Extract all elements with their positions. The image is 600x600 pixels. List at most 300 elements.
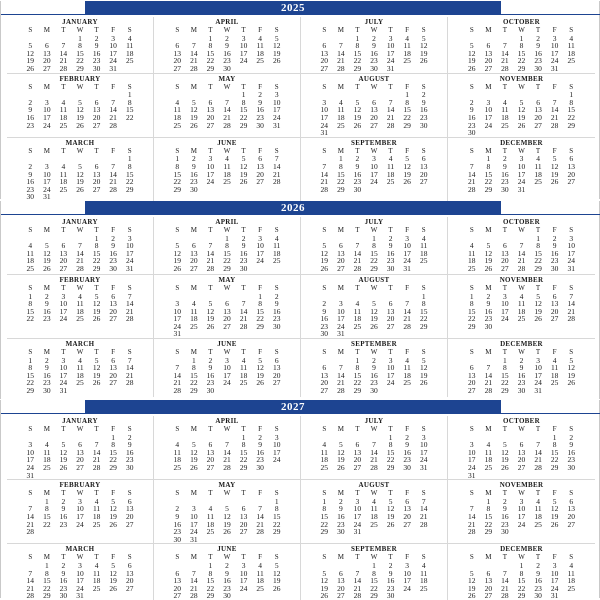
day-number: 4	[569, 560, 574, 570]
day-number: 16	[517, 370, 526, 380]
day-number: 5	[372, 299, 376, 309]
day-number: 29	[26, 386, 35, 396]
day-number: 19	[468, 56, 476, 66]
month-title: JUNE	[217, 340, 237, 349]
day-number: 13	[206, 447, 215, 457]
day-number: 6	[486, 568, 491, 578]
day-number: 16	[419, 105, 428, 115]
day-number: 15	[517, 48, 526, 58]
day-number: 22	[468, 314, 476, 324]
weekday-header: M	[485, 553, 492, 562]
weekday-header: S	[28, 425, 33, 433]
day-number: 14	[534, 447, 542, 457]
month-title: SEPTEMBER	[351, 138, 397, 147]
day-number: 3	[519, 496, 524, 506]
weekday-header: W	[76, 489, 84, 498]
day-number: 21	[386, 112, 395, 122]
day-number: 3	[536, 355, 540, 365]
day-number: 13	[517, 447, 526, 457]
day-number: 6	[111, 355, 115, 365]
day-number: 9	[94, 41, 99, 51]
day-number: 21	[534, 455, 542, 465]
day-number: 27	[403, 519, 411, 529]
day-number: 15	[517, 576, 526, 586]
day-number: 3	[208, 154, 213, 164]
day-number: 24	[320, 120, 329, 130]
day-number: 10	[109, 41, 117, 51]
day-number: 30	[26, 192, 35, 202]
day-grid	[316, 27, 432, 73]
day-number: 14	[370, 447, 378, 457]
day-number: 21	[468, 177, 476, 187]
day-number: 2	[28, 97, 33, 107]
weekday-header: S	[127, 226, 132, 234]
day-number: 4	[503, 97, 507, 107]
weekday-header: T	[535, 82, 541, 91]
weekday-header: S	[569, 348, 574, 357]
weekday-header: S	[274, 82, 279, 91]
weekday-header: T	[61, 283, 66, 292]
day-number: 16	[223, 576, 231, 586]
day-number: 25	[92, 583, 101, 593]
day-number: 2	[469, 97, 474, 107]
day-number: 21	[370, 455, 378, 465]
day-number: 29	[239, 462, 248, 472]
day-number: 13	[43, 48, 51, 58]
day-number: 29	[206, 591, 215, 600]
day-number: 21	[567, 306, 575, 316]
day-number: 6	[405, 496, 409, 506]
day-number: 22	[76, 56, 84, 66]
day-number: 20	[501, 256, 509, 266]
day-number: 26	[26, 63, 35, 73]
day-number: 24	[272, 112, 281, 122]
day-number: 30	[534, 63, 542, 73]
weekday-header: T	[355, 425, 360, 433]
day-number: 11	[273, 241, 281, 251]
day-number: 18	[206, 519, 215, 529]
day-number: 9	[388, 568, 393, 578]
day-number: 4	[241, 355, 246, 365]
day-number: 24	[109, 56, 117, 66]
day-number: 14	[223, 447, 231, 457]
day-number: 27	[320, 63, 329, 73]
day-number: 5	[405, 154, 409, 164]
day-number: 11	[173, 447, 181, 457]
weekday-header: S	[469, 226, 474, 234]
day-number: 14	[517, 248, 526, 258]
year-block-2027	[0, 400, 600, 598]
day-number: 17	[272, 105, 281, 115]
day-number: 18	[125, 48, 134, 58]
day-number: 1	[486, 496, 491, 506]
day-number: 20	[92, 177, 101, 187]
weekday-header: S	[469, 553, 474, 562]
day-number: 24	[239, 56, 248, 66]
day-number: 23	[484, 314, 493, 324]
day-number: 17	[190, 519, 198, 529]
day-number: 23	[370, 378, 378, 388]
day-number: 13	[567, 161, 575, 171]
day-number: 29	[501, 386, 509, 396]
day-number: 30	[517, 386, 526, 396]
day-number: 29	[534, 263, 542, 273]
day-number: 30	[386, 263, 395, 273]
day-number: 11	[353, 306, 362, 316]
day-number: 18	[370, 511, 378, 521]
weekday-header: M	[485, 82, 492, 91]
day-number: 20	[403, 511, 411, 521]
day-number: 8	[208, 568, 213, 578]
day-number: 19	[272, 48, 281, 58]
day-number: 28	[223, 120, 231, 130]
day-number: 4	[274, 233, 279, 243]
weekday-header: T	[355, 82, 360, 91]
day-number: 6	[421, 154, 426, 164]
day-number: 27	[534, 120, 542, 130]
day-number: 12	[337, 447, 345, 457]
day-grid	[316, 490, 432, 536]
day-number: 10	[403, 241, 411, 251]
day-number: 11	[256, 41, 264, 51]
day-number: 3	[405, 233, 409, 243]
day-number: 31	[517, 184, 526, 194]
day-grid	[464, 148, 580, 194]
day-number: 27	[173, 63, 182, 73]
day-number: 25	[468, 263, 476, 273]
weekday-header: S	[322, 425, 327, 433]
day-number: 25	[517, 314, 526, 324]
day-number: 14	[386, 105, 395, 115]
day-number: 15	[26, 370, 35, 380]
day-number: 17	[567, 248, 575, 258]
day-number: 8	[338, 161, 343, 171]
day-number: 26	[403, 177, 411, 187]
day-number: 2	[372, 355, 376, 365]
day-number: 25	[256, 56, 264, 66]
day-number: 29	[76, 63, 84, 73]
day-number: 1	[127, 154, 132, 164]
day-number: 17	[550, 48, 559, 58]
day-number: 16	[386, 248, 395, 258]
day-number: 7	[338, 41, 343, 51]
weekday-header: F	[552, 283, 557, 292]
day-number: 7	[127, 291, 132, 301]
day-number: 3	[61, 291, 66, 301]
weekday-header: W	[76, 553, 84, 562]
weekday-header: S	[127, 425, 132, 433]
month-may-2027	[154, 480, 301, 544]
day-number: 5	[421, 355, 426, 365]
day-number: 13	[59, 248, 68, 258]
weekday-header: F	[552, 489, 557, 498]
day-number: 18	[26, 256, 35, 266]
day-number: 13	[370, 105, 378, 115]
day-number: 25	[353, 321, 362, 331]
day-number: 31	[43, 192, 51, 202]
month-january-2026	[7, 217, 154, 275]
day-number: 15	[256, 306, 264, 316]
weekday-header: F	[552, 425, 557, 433]
day-number: 5	[552, 496, 557, 506]
day-number: 23	[468, 120, 476, 130]
weekday-header: M	[43, 553, 50, 562]
day-number: 18	[353, 314, 362, 324]
day-number: 24	[337, 321, 345, 331]
day-number: 24	[125, 256, 134, 266]
day-number: 16	[26, 112, 35, 122]
day-number: 12	[256, 363, 264, 373]
day-number: 22	[92, 256, 101, 266]
day-number: 18	[239, 370, 248, 380]
day-grid	[464, 84, 580, 137]
day-grid	[464, 490, 580, 536]
day-number: 3	[519, 154, 524, 164]
weekday-header: T	[208, 283, 213, 292]
day-number: 16	[109, 248, 117, 258]
day-number: 3	[175, 299, 180, 309]
day-number: 10	[484, 105, 493, 115]
day-number: 12	[190, 447, 198, 457]
day-number: 19	[239, 169, 248, 179]
day-number: 27	[239, 527, 248, 537]
day-number: 30	[92, 63, 101, 73]
day-number: 6	[338, 241, 343, 251]
day-number: 26	[239, 177, 248, 187]
day-number: 25	[386, 177, 395, 187]
day-number: 22	[43, 519, 51, 529]
day-number: 14	[190, 576, 198, 586]
weekday-header: M	[485, 283, 492, 292]
weekday-header: T	[61, 82, 66, 91]
day-number: 25	[272, 256, 281, 266]
day-number: 5	[78, 97, 82, 107]
day-number: 21	[26, 519, 35, 529]
day-number: 23	[386, 256, 395, 266]
day-number: 16	[239, 248, 248, 258]
day-number: 22	[320, 519, 329, 529]
month-title: SEPTEMBER	[351, 545, 397, 554]
day-number: 29	[567, 120, 575, 130]
day-number: 29	[206, 63, 215, 73]
month-april-2027	[154, 416, 301, 480]
day-number: 21	[26, 583, 35, 593]
day-number: 29	[239, 120, 248, 130]
day-number: 24	[353, 519, 362, 529]
day-number: 24	[76, 583, 84, 593]
day-number: 5	[191, 440, 196, 450]
day-number: 25	[26, 263, 35, 273]
day-number: 23	[59, 583, 68, 593]
day-number: 2	[258, 90, 262, 100]
weekday-header: S	[469, 146, 474, 155]
weekday-header: F	[111, 348, 116, 357]
weekday-header: T	[94, 226, 99, 234]
day-number: 6	[208, 440, 213, 450]
day-number: 3	[405, 560, 409, 570]
day-number: 18	[517, 306, 526, 316]
day-number: 21	[173, 378, 182, 388]
day-number: 16	[206, 370, 215, 380]
weekday-header: T	[502, 146, 508, 155]
day-number: 9	[569, 440, 574, 450]
day-number: 24	[59, 378, 68, 388]
weekday-header: F	[552, 226, 557, 234]
day-number: 5	[552, 154, 557, 164]
month-august-2027	[301, 480, 448, 544]
weekday-header: F	[258, 348, 263, 357]
day-number: 31	[76, 591, 84, 600]
day-number: 1	[388, 432, 393, 442]
day-number: 21	[501, 56, 509, 66]
day-number: 25	[190, 321, 198, 331]
weekday-header: T	[388, 146, 393, 155]
month-title: JULY	[364, 417, 384, 425]
weekday-header: M	[190, 489, 197, 498]
day-number: 22	[239, 455, 248, 465]
weekday-header: W	[223, 146, 231, 155]
day-number: 21	[501, 583, 509, 593]
day-number: 21	[109, 177, 117, 187]
day-number: 3	[241, 33, 246, 43]
day-number: 13	[173, 48, 182, 58]
day-number: 22	[403, 112, 411, 122]
day-number: 23	[550, 256, 559, 266]
weekday-header: M	[337, 26, 344, 34]
day-number: 12	[550, 504, 559, 514]
month-april-2026	[154, 217, 301, 275]
day-number: 4	[486, 440, 491, 450]
day-number: 11	[126, 41, 134, 51]
day-number: 15	[125, 105, 134, 115]
day-number: 28	[125, 314, 134, 324]
month-november-2025	[448, 74, 595, 138]
day-number: 27	[419, 177, 428, 187]
day-number: 20	[206, 455, 215, 465]
day-number: 27	[484, 63, 493, 73]
weekday-header: S	[421, 489, 426, 498]
weekday-header: W	[518, 146, 525, 155]
weekday-header: F	[405, 226, 410, 234]
day-grid	[169, 554, 285, 600]
day-number: 15	[534, 248, 542, 258]
day-number: 15	[173, 169, 182, 179]
day-number: 21	[109, 112, 117, 122]
day-number: 30	[272, 321, 281, 331]
day-number: 14	[468, 511, 476, 521]
month-november-2027	[448, 480, 595, 544]
day-number: 8	[258, 299, 262, 309]
day-grid	[22, 490, 138, 536]
day-number: 28	[190, 591, 198, 600]
day-number: 22	[353, 56, 362, 66]
day-number: 12	[386, 504, 395, 514]
day-number: 15	[26, 306, 35, 316]
day-number: 13	[419, 161, 428, 171]
day-number: 13	[501, 248, 509, 258]
day-number: 7	[61, 41, 66, 51]
day-number: 11	[256, 568, 264, 578]
weekday-header: T	[94, 553, 99, 562]
day-number: 23	[337, 519, 345, 529]
day-number: 14	[190, 48, 198, 58]
day-number: 11	[76, 299, 84, 309]
day-number: 7	[191, 41, 196, 51]
day-number: 25	[223, 177, 231, 187]
weekday-header: M	[190, 226, 197, 234]
day-number: 4	[372, 496, 376, 506]
day-number: 27	[109, 314, 117, 324]
day-number: 18	[76, 370, 84, 380]
day-number: 2	[503, 496, 507, 506]
day-number: 20	[109, 306, 117, 316]
day-number: 2	[338, 496, 343, 506]
weekday-header: T	[388, 283, 393, 292]
day-number: 13	[320, 48, 329, 58]
day-number: 9	[536, 568, 540, 578]
day-number: 3	[569, 233, 574, 243]
day-number: 25	[173, 120, 182, 130]
day-number: 8	[78, 41, 82, 51]
weekday-header: S	[175, 348, 180, 357]
day-number: 8	[28, 299, 33, 309]
weekday-header: S	[175, 82, 180, 91]
day-number: 18	[337, 112, 345, 122]
weekday-header: S	[127, 146, 132, 155]
day-number: 28	[337, 386, 345, 396]
day-number: 1	[44, 496, 49, 506]
day-number: 20	[256, 169, 264, 179]
month-may-2025	[154, 74, 301, 138]
weekday-header: W	[223, 425, 231, 433]
weekday-header: W	[223, 553, 231, 562]
day-number: 11	[534, 504, 542, 514]
weekday-header: T	[502, 489, 508, 498]
weekday-header: S	[469, 425, 474, 433]
day-number: 16	[337, 511, 345, 521]
day-number: 9	[355, 161, 360, 171]
day-number: 1	[519, 560, 524, 570]
day-number: 24	[272, 455, 281, 465]
day-number: 9	[388, 241, 393, 251]
day-number: 25	[206, 527, 215, 537]
day-number: 16	[272, 306, 281, 316]
day-number: 17	[386, 370, 395, 380]
day-number: 23	[353, 177, 362, 187]
day-grid	[22, 426, 138, 479]
day-number: 28	[76, 263, 84, 273]
day-number: 19	[320, 583, 329, 593]
day-number: 14	[550, 105, 559, 115]
day-number: 6	[274, 355, 279, 365]
weekday-header: S	[469, 283, 474, 292]
month-title: OCTOBER	[503, 218, 540, 226]
month-title: AUGUST	[358, 275, 390, 284]
day-number: 10	[206, 161, 215, 171]
day-number: 15	[386, 447, 395, 457]
month-october-2026	[448, 217, 595, 275]
day-number: 12	[468, 576, 476, 586]
day-number: 29	[484, 527, 493, 537]
day-number: 16	[501, 511, 509, 521]
day-number: 3	[503, 291, 507, 301]
day-number: 6	[127, 560, 132, 570]
day-number: 17	[517, 169, 526, 179]
weekday-header: S	[175, 226, 180, 234]
day-number: 13	[337, 248, 345, 258]
day-number: 13	[206, 105, 215, 115]
day-number: 10	[272, 97, 281, 107]
